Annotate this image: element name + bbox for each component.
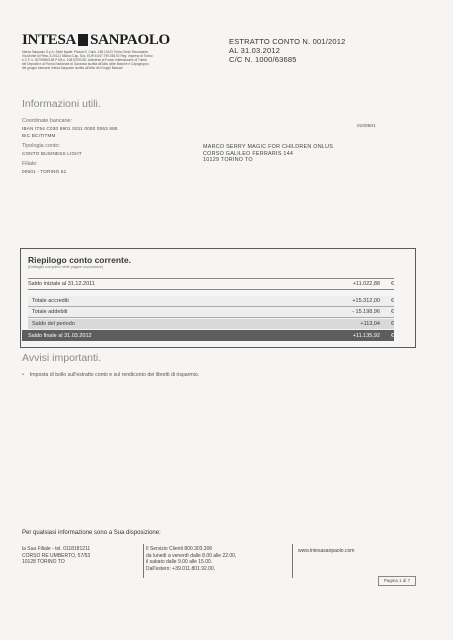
customer-code: 0100501 — [357, 124, 376, 129]
account-type: CONTO BUSINESS LIGHT — [22, 151, 82, 156]
row-label: Saldo finale al 31.03.2012 — [28, 332, 92, 339]
service-weekdays: da lunedì a venerdì dalle 8.00 alle 22.00, — [146, 552, 237, 559]
account-type-label: Tipologia conto: — [22, 143, 60, 149]
row-total-credits — [28, 296, 394, 307]
branch: 00501 - TORINO 61 — [22, 169, 67, 174]
row-label: Totale accrediti — [32, 298, 69, 304]
service-phone: Il Servizio Clienti 800.303.306 — [146, 546, 213, 552]
logo-word-intesa: INTESA — [22, 32, 77, 48]
footer-branch — [22, 546, 90, 566]
footer-customer-service — [146, 546, 236, 572]
logo-mark-icon — [78, 34, 88, 46]
legal-line: dei Depositi e al Fondo Nazionale di Garanzia Iscritta all'Albo delle Banche e Capogruppo — [22, 62, 149, 67]
statement-info — [229, 37, 346, 64]
address-line: CORSO GALILEO FERRARIS 144 — [203, 150, 294, 157]
address-line: 10129 TORINO TO — [203, 157, 253, 164]
branch-city: 10128 TORINO TO — [22, 559, 65, 566]
row-label: Saldo iniziale al 31.12.2011 — [28, 281, 95, 287]
branch-label: Filiale: — [22, 161, 38, 167]
account-number: C/C N. 1000/63685 — [229, 55, 297, 64]
row-label: Totale addebiti — [32, 309, 68, 315]
row-value: +113,04 — [360, 321, 380, 327]
row-value: +11.022,88 — [352, 281, 380, 287]
recipient-address — [203, 144, 333, 164]
statement-title: ESTRATTO CONTO N. 001/2012 — [229, 37, 346, 46]
row-currency: € — [390, 281, 394, 287]
service-abroad: Dall'estero: +39.011.801.92.00. — [146, 565, 216, 572]
notice-item — [22, 372, 199, 378]
legal-line: e C.F. n. 00799960158 P.IVA n. 10810700152. Aderente al Fondo Interbancario di Tutela — [22, 58, 147, 63]
row-initial-balance — [28, 278, 394, 290]
bullet-icon: • — [22, 372, 24, 378]
branch-street: CORSO RE UMBERTO, 57/53 — [22, 552, 91, 559]
summary-title: Riepilogo conto corrente. — [28, 255, 131, 265]
row-total-debits — [28, 307, 394, 318]
address-line: MARCO SERRY MAGIC FOR CHILDREN ONLUS — [203, 144, 334, 150]
footer-divider — [143, 544, 144, 578]
notice-text: Imposta di bollo sull'estratto conto e sul rendiconto dei libretti di risparmio. — [29, 372, 200, 378]
legal-line: del gruppo bancario Intesa Sanpaolo iscritto all'Albo dei Gruppi Bancari — [22, 66, 123, 71]
page-number: Pagina 1 di 7 — [378, 576, 416, 586]
service-saturday: il sabato dalle 9.00 alle 15.00. — [146, 559, 213, 566]
legal-line: Via Monte di Pieta, 8 20121 Milano Cap. Soc. EUR 6.647.799.036,92 Reg. Imprese di Torino — [22, 54, 153, 59]
row-currency: € — [390, 309, 394, 315]
row-currency: € — [390, 332, 394, 339]
row-final-balance — [22, 330, 394, 341]
row-value: +15.312,00 — [352, 298, 380, 304]
info-heading: Informazioni utili. — [22, 98, 101, 110]
row-currency: € — [390, 321, 394, 327]
legal-notice — [22, 50, 182, 70]
website-link[interactable]: www.intesasanpaolo.com — [298, 548, 355, 554]
coordinates-label: Coordinate bancarie: — [22, 118, 73, 124]
notices-heading: Avvisi importanti. — [22, 352, 102, 364]
row-period-balance — [28, 319, 394, 329]
branch-phone: la Sua Filiale - tel. 0118181211 — [22, 546, 91, 552]
iban: IBAN IT54 C030 6901 0011 0000 0063 685 — [22, 126, 118, 131]
legal-line: Intesa Sanpaolo S.p.A. Sede legale: Piazza S. Carlo, 156 10121 Torino Sede Secondaria — [22, 50, 148, 54]
footer-heading: Per qualsiasi informazione sono a Sua disposizione: — [22, 530, 161, 536]
row-currency: € — [390, 298, 394, 304]
logo-word-sanpaolo: SANPAOLO — [90, 32, 170, 48]
bic: BIC BCITITMM — [22, 133, 56, 138]
bank-logo — [22, 33, 170, 47]
footer-divider — [292, 544, 293, 578]
row-value: +11.135,92 — [352, 332, 380, 339]
summary-subtitle: (Dettaglio completo nelle pagine successive) — [28, 265, 104, 269]
row-value: - 15.198,96 — [352, 309, 380, 315]
statement-date: AL 31.03.2012 — [229, 46, 281, 55]
row-label: Saldo del periodo — [32, 321, 75, 327]
